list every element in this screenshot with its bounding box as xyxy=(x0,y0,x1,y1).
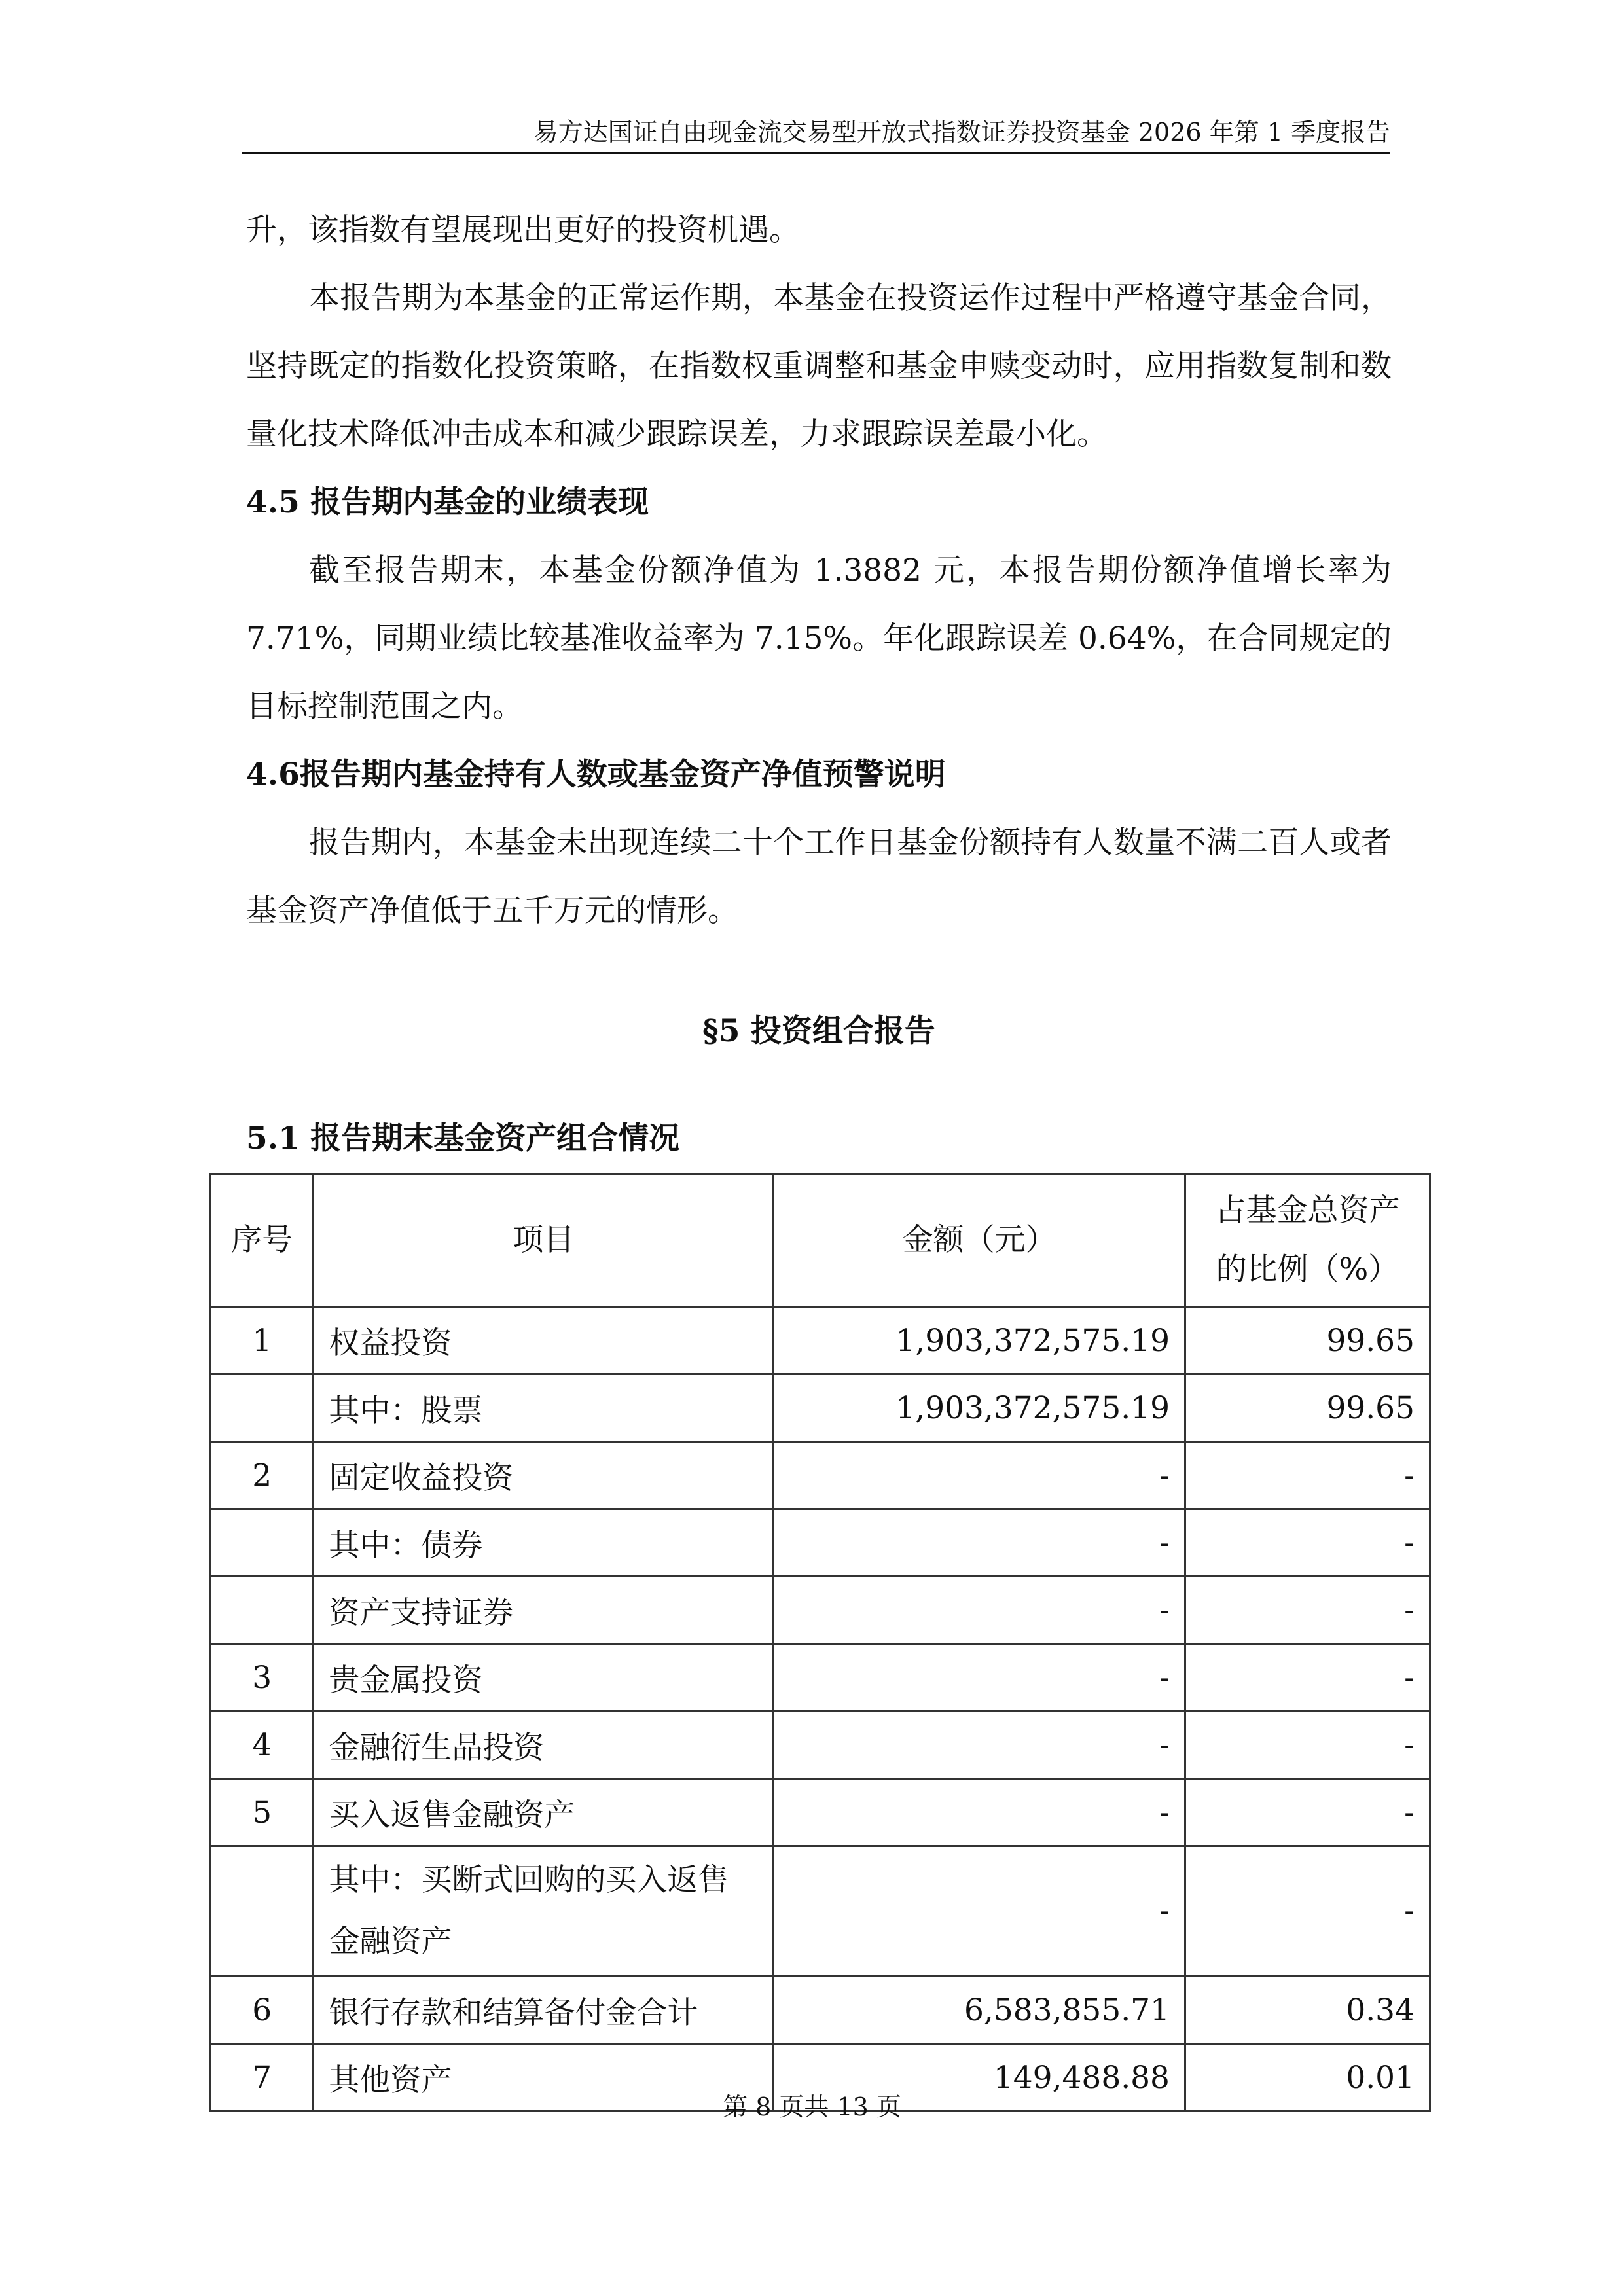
page-header: 易方达国证自由现金流交易型开放式指数证券投资基金 2026 年第 1 季度报告 xyxy=(242,113,1390,154)
heading-4-6: 4.6报告期内基金持有人数或基金资产净值预警说明 xyxy=(246,757,946,793)
cell-no: 5 xyxy=(211,1779,314,1846)
cell-item: 买入返售金融资产 xyxy=(314,1779,774,1846)
cell-pct: - xyxy=(1185,1712,1430,1779)
cell-item: 银行存款和结算备付金合计 xyxy=(314,1977,774,2044)
cell-item: 其中：买断式回购的买入返售金融资产 xyxy=(314,1846,774,1977)
cell-amount: 6,583,855.71 xyxy=(774,1977,1185,2044)
cell-item: 贵金属投资 xyxy=(314,1644,774,1712)
table-row xyxy=(211,1644,1430,1712)
cell-amount: - xyxy=(774,1712,1185,1779)
cell-no: 7 xyxy=(211,2044,314,2111)
cell-amount: - xyxy=(774,1577,1185,1644)
cell-item: 金融衍生品投资 xyxy=(314,1712,774,1779)
table-row xyxy=(211,1577,1430,1644)
header-pct: 占基金总资产的比例（%） xyxy=(1185,1174,1430,1307)
cell-pct: - xyxy=(1185,1577,1430,1644)
asset-allocation-table xyxy=(209,1173,1431,2112)
cell-no xyxy=(211,1509,314,1577)
table-row xyxy=(211,1779,1430,1846)
cell-pct: 99.65 xyxy=(1185,1307,1430,1374)
cell-pct: 0.01 xyxy=(1185,2044,1430,2111)
page-footer: 第 8 页共 13 页 xyxy=(723,2092,901,2121)
cell-no: 3 xyxy=(211,1644,314,1712)
cell-no: 6 xyxy=(211,1977,314,2044)
cell-pct: - xyxy=(1185,1779,1430,1846)
cell-item: 固定收益投资 xyxy=(314,1442,774,1509)
cell-pct: - xyxy=(1185,1509,1430,1577)
table-caption: 5.1 报告期末基金资产组合情况 xyxy=(246,1121,680,1157)
page-content xyxy=(231,196,1415,2112)
table-row xyxy=(211,1509,1430,1577)
paragraph-performance: 截至报告期末，本基金份额净值为 1.3882 元，本报告期份额净值增长率为 7.71%，同期业绩比较基准收益率为 7.15%。年化跟踪误差 0.64%，在合同规定的目标控制范围之内。 xyxy=(246,552,1392,725)
header-no: 序号 xyxy=(211,1174,314,1307)
cell-pct: - xyxy=(1185,1442,1430,1509)
cell-amount: - xyxy=(774,1442,1185,1509)
table-row xyxy=(211,1846,1430,1977)
cell-item: 资产支持证券 xyxy=(314,1577,774,1644)
paragraph-warning: 报告期内，本基金未出现连续二十个工作日基金份额持有人数量不满二百人或者基金资产净值低于五千万元的情形。 xyxy=(246,825,1392,929)
section-title: §5 投资组合报告 xyxy=(702,1013,935,1049)
cell-amount: 1,903,372,575.19 xyxy=(774,1307,1185,1374)
cell-no: 4 xyxy=(211,1712,314,1779)
header-amount: 金额（元） xyxy=(774,1174,1185,1307)
cell-no xyxy=(211,1846,314,1977)
cell-amount: - xyxy=(774,1779,1185,1846)
cell-item: 权益投资 xyxy=(314,1307,774,1374)
cell-item: 其中：债券 xyxy=(314,1509,774,1577)
paragraph-continuation: 升，该指数有望展现出更好的投资机遇。 xyxy=(246,212,800,248)
cell-amount: - xyxy=(774,1846,1185,1977)
table-row xyxy=(211,1977,1430,2044)
cell-amount: 149,488.88 xyxy=(774,2044,1185,2111)
paragraph-operations: 本报告期为本基金的正常运作期，本基金在投资运作过程中严格遵守基金合同，坚持既定的指数化投资策略，在指数权重调整和基金申赎变动时，应用指数复制和数量化技术降低冲击成本和减少跟踪误差，力求跟踪误差最小化。 xyxy=(246,280,1392,452)
header-item: 项目 xyxy=(314,1174,774,1307)
table-row xyxy=(211,1712,1430,1779)
cell-amount: - xyxy=(774,1509,1185,1577)
cell-no: 1 xyxy=(211,1307,314,1374)
table-header-row xyxy=(211,1174,1430,1307)
table-row xyxy=(211,1442,1430,1509)
cell-no xyxy=(211,1577,314,1644)
cell-pct: 99.65 xyxy=(1185,1374,1430,1442)
cell-no xyxy=(211,1374,314,1442)
cell-item: 其中：股票 xyxy=(314,1374,774,1442)
heading-4-5: 4.5 报告期内基金的业绩表现 xyxy=(246,484,649,520)
table-row xyxy=(211,1307,1430,1374)
cell-item: 其他资产 xyxy=(314,2044,774,2111)
cell-pct: - xyxy=(1185,1846,1430,1977)
cell-amount: 1,903,372,575.19 xyxy=(774,1374,1185,1442)
cell-pct: - xyxy=(1185,1644,1430,1712)
cell-pct: 0.34 xyxy=(1185,1977,1430,2044)
cell-amount: - xyxy=(774,1644,1185,1712)
table-body xyxy=(211,1307,1430,2111)
table-row xyxy=(211,1374,1430,1442)
cell-no: 2 xyxy=(211,1442,314,1509)
